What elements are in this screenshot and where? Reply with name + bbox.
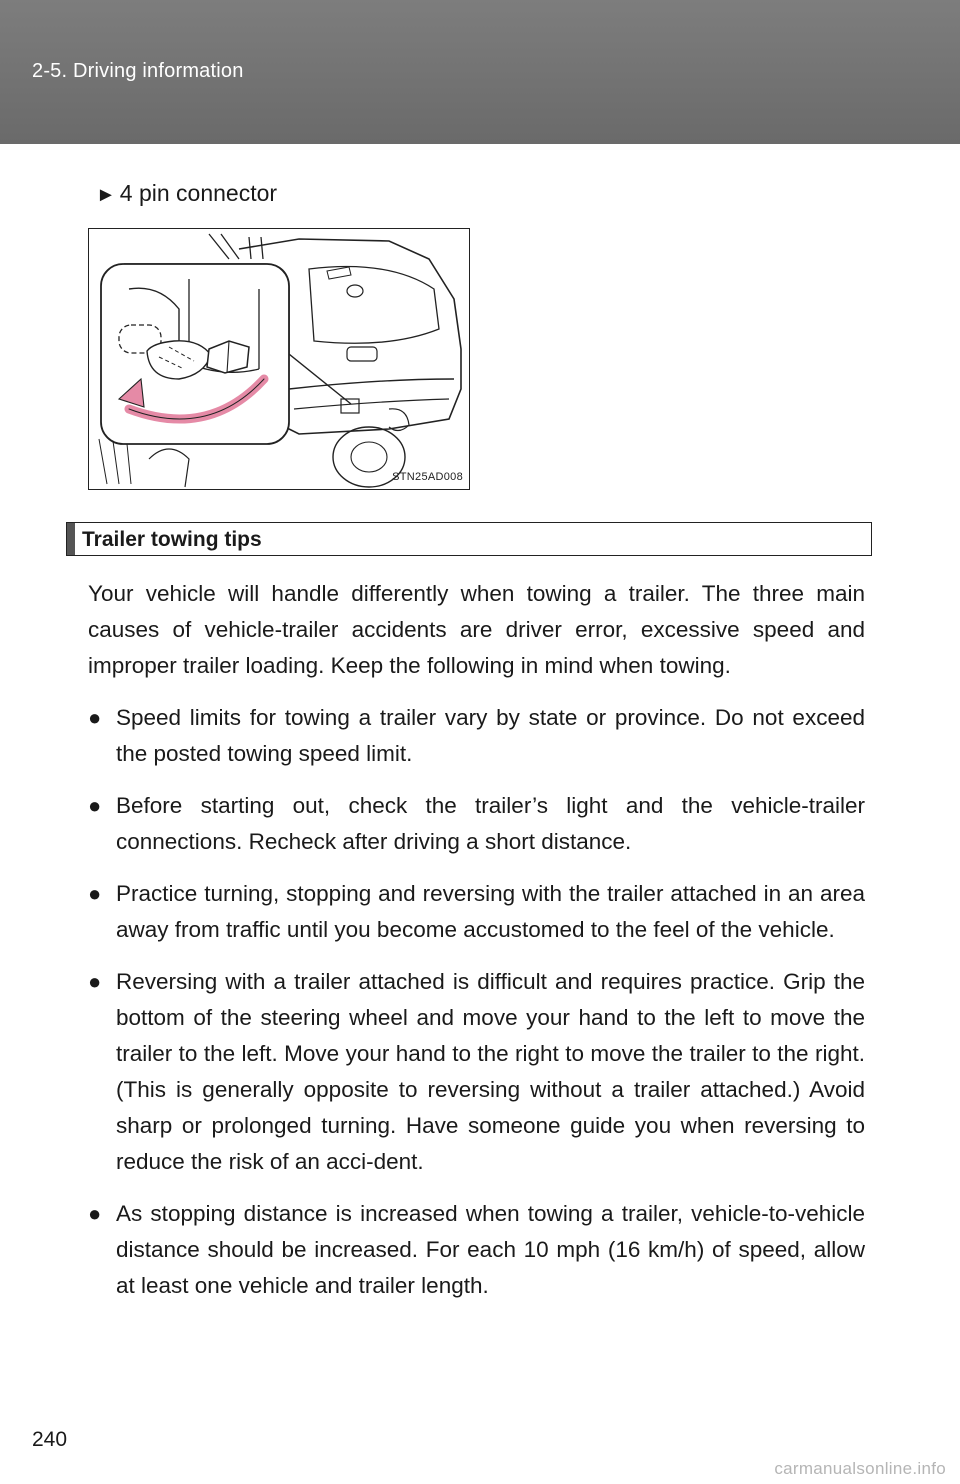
list-item [88, 964, 865, 1180]
connector-label-text: 4 pin connector [119, 180, 278, 206]
list-item-text: Speed limits for towing a trailer vary by state or province. Do not exceed the posted towing speed limit. [116, 705, 865, 766]
bullet-dot-icon: ● [88, 969, 102, 994]
section-heading-bar [66, 522, 872, 556]
triangle-arrow-icon: ► [96, 184, 116, 206]
watermark: carmanualsonline.info [774, 1459, 946, 1478]
figure-code: STN25AD008 [392, 471, 463, 483]
bullet-dot-icon: ● [88, 1201, 102, 1226]
list-item [88, 700, 865, 772]
list-item-text: Before starting out, check the trailer’s light and the vehicle-trailer connections. Recheck after driving a short distance. [116, 793, 865, 854]
bullet-dot-icon: ● [88, 881, 102, 906]
bullet-dot-icon: ● [88, 705, 102, 730]
list-item-text: Reversing with a trailer attached is difficult and requires practice. Grip the bottom of the steering wheel and move your hand to the left to move the trailer to the left. Move your hand to the right to move the trailer to the right. (This is generally opposite to reversing without a trailer attached.) Avoid sharp or prolonged turning. Have someone guide you when reversing to reduce the risk of an acci-dent. [116, 969, 865, 1174]
header-section-title: 2-5. Driving information [32, 60, 244, 82]
page-header [0, 0, 960, 144]
connector-illustration [88, 228, 470, 490]
intro-paragraph: Your vehicle will handle differently when towing a trailer. The three main causes of vehicle-trailer accidents are driver error, excessive speed and improper trailer loading. Keep the following in mind when towing. [88, 581, 865, 678]
list-item [88, 788, 865, 860]
vehicle-rear-drawing [89, 229, 469, 489]
list-item-text: Practice turning, stopping and reversing with the trailer attached in an area away from traffic until you become accustomed to the feel of the vehicle. [116, 881, 865, 942]
main-content [88, 576, 865, 1320]
list-item [88, 876, 865, 948]
bullet-dot-icon: ● [88, 793, 102, 818]
page-number: 240 [32, 1428, 68, 1451]
connector-heading [96, 180, 277, 207]
section-heading-marker [67, 523, 75, 555]
tips-list [88, 700, 865, 1304]
section-title: Trailer towing tips [82, 528, 262, 551]
list-item [88, 1196, 865, 1304]
list-item-text: As stopping distance is increased when towing a trailer, vehicle-to-vehicle distance should be increased. For each 10 mph (16 km/h) of speed, allow at least one vehicle and trailer length. [116, 1201, 865, 1298]
